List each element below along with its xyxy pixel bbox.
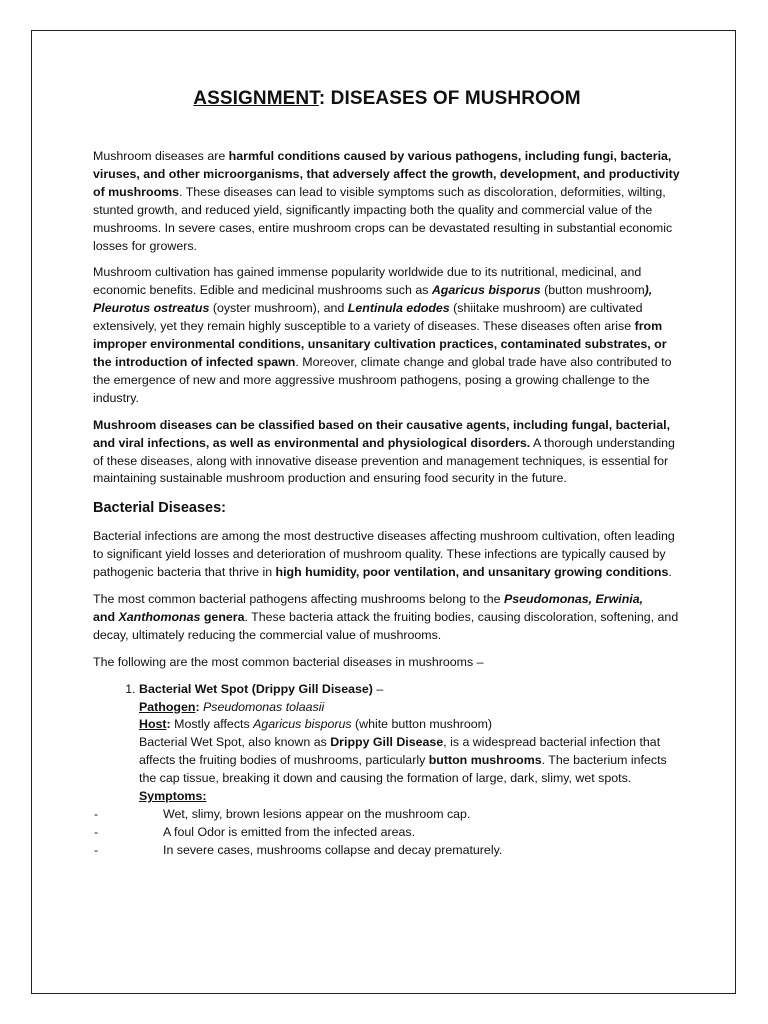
intro-paragraph-3: Mushroom diseases can be classified based on their causative agents, including fungal, bacterial, and viral infections, as well as environmental and physiological disorders. A thorough understanding of these diseases, along with innovative disease prevention and management techniques, is essential for maintaining sustainable mushroom production and ensuring food security in the future.	[93, 417, 675, 486]
pathogen-name: Pseudomonas tolaasii	[203, 699, 325, 714]
bacterial-paragraph-2: The most common bacterial pathogens affecting mushrooms belong to the Pseudomonas, Erwinia, and Xanthomonas genera. These bacteria attack the fruiting bodies, causing discoloration, softening, and decay, ultimately reducing the commercial value of mushrooms.	[93, 592, 679, 642]
document-body	[93, 88, 681, 860]
intro-paragraph-2: Mushroom cultivation has gained immense popularity worldwide due to its nutritional, medicinal, and economic benefits. Edible and medicinal mushrooms such as Agaricus bisporus (button mushroom), Pleurotus ostreatus (oyster mushroom), and Lentinula edodes (shiitake mushroom) are cultivated extensively, yet they remain highly susceptible to a variety of diseases. These diseases often arise from improper environmental conditions, unsanitary cultivation practices, contaminated substrates, or the introduction of infected spawn. Moreover, climate change and global trade have also contributed to the emergence of new and more aggressive mushroom pathogens, posing a growing challenge to the industry.	[93, 265, 672, 405]
symptom-item: - Wet, slimy, brown lesions appear on the mushroom cap.	[94, 806, 681, 824]
host-label: Host	[139, 717, 167, 732]
pathogen-label: Pathogen	[139, 699, 196, 714]
symptoms-label: Symptoms:	[139, 789, 207, 804]
bacterial-paragraph-1: Bacterial infections are among the most destructive diseases affecting mushroom cultivation, often leading to significant yield losses and deterioration of mushroom quality. These infections are typically caused by pathogenic bacteria that thrive in high humidity, poor ventilation, and unsanitary growing conditions.	[93, 529, 675, 580]
symptom-item: - A foul Odor is emitted from the infected areas.	[94, 824, 681, 842]
symptoms-list	[94, 806, 681, 860]
disease-list	[93, 681, 681, 860]
disease-title: Bacterial Wet Spot (Drippy Gill Disease)	[139, 681, 373, 696]
intro-paragraph-1: Mushroom diseases are harmful conditions caused by various pathogens, including fungi, bacteria, viruses, and other microorganisms, that adversely affect the growth, development, and productivity of mushrooms. These diseases can lead to visible symptoms such as discoloration, deformities, wilting, stunted growth, and reduced yield, significantly impacting both the quality and commercial value of the mushrooms. In severe cases, entire mushroom crops can be devastated resulting in substantial economic losses for growers.	[93, 149, 680, 253]
disease-description: Bacterial Wet Spot, also known as Drippy Gill Disease, is a widespread bacterial infection that affects the fruiting bodies of mushrooms, particularly button mushrooms. The bacterium infects the cap tissue, breaking it down and causing the formation of large, dark, slimy, wet spots.	[139, 735, 667, 786]
bacterial-paragraph-3: The following are the most common bacterial diseases in mushrooms –	[93, 654, 484, 669]
section-heading-bacterial: Bacterial Diseases:	[93, 500, 226, 517]
page-title: ASSIGNMENT: DISEASES OF MUSHROOM	[193, 88, 581, 109]
list-item: 1. Bacterial Wet Spot (Drippy Gill Disease) – Pathogen: Pseudomonas tolaasii Host: Mostly affects Agaricus bisporus (white button mushroom) Bacterial Wet Spot, also known as Drippy Gill Disease, is a widespread bacterial infection that affects the fruiting bodies of mushrooms, particularly button mushrooms. The bacterium infects the cap tissue, breaking it down and causing the formation of large, dark, slimy, wet spots. Symptoms: - Wet, slimy, brown lesions appear on the mushroom cap. - A foul Odor is emitted from the infected areas. - In severe cases, mushrooms collapse and decay prematurely.	[139, 681, 681, 860]
symptom-item: - In severe cases, mushrooms collapse and decay prematurely.	[94, 842, 681, 860]
